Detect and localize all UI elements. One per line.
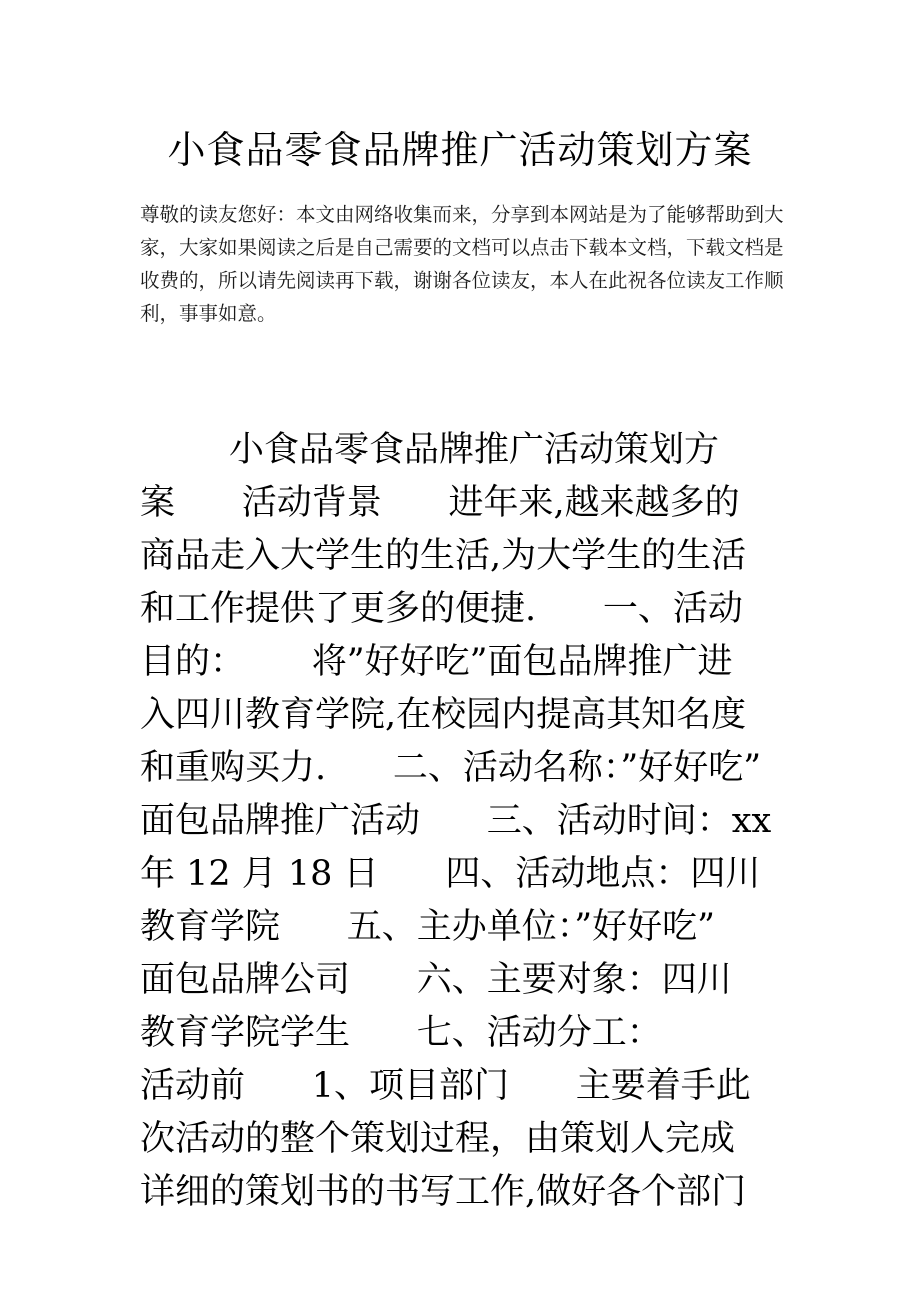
body-line: 面包品牌公司 六、主要对象：四川 (140, 960, 732, 1000)
body-line: 活动前 1、项目部门 主要着手此 (140, 1066, 751, 1106)
body-line: 教育学院学生 七、活动分工： (140, 1013, 662, 1053)
body-line: 商品走入大学生的生活,为大学生的生活 (140, 536, 747, 576)
body-line: 和工作提供了更多的便捷. 一、活动 (140, 589, 743, 629)
notice-line: 收费的，所以请先阅读再下载，谢谢各位读友，本人在此祝各位读友工作顺 (140, 269, 784, 292)
body-line: 案 活动背景 进年来,越来越多的 (140, 483, 740, 523)
document-body (140, 424, 800, 1219)
document-title: 小食品零食品牌推广活动策划方案 (167, 128, 753, 172)
notice-line: 家，大家如果阅读之后是自己需要的文档可以点击下载本文档，下载文档是 (140, 236, 784, 259)
body-line: 入四川教育学院,在校园内提高其知名度 (140, 695, 747, 735)
body-line: 次活动的整个策划过程，由策划人完成 (140, 1119, 736, 1159)
body-line: 详细的策划书的书写工作,做好各个部门 (140, 1172, 747, 1212)
body-line: 小食品零食品牌推广活动策划方 (140, 430, 720, 470)
body-line: 教育学院 五、主办单位：”好好吃” (140, 907, 716, 947)
body-line: 年 12 月 18 日 四、活动地点：四川 (140, 854, 761, 894)
notice-line: 尊敬的读友您好：本文由网络收集而来，分享到本网站是为了能够帮助到大 (140, 203, 784, 226)
body-line: 目的： 将”好好吃”面包品牌推广进 (140, 642, 733, 682)
notice-line: 利，事事如意。 (140, 302, 277, 325)
reader-notice (140, 198, 790, 330)
body-line: 面包品牌推广活动 三、活动时间：xx (140, 801, 772, 841)
body-line: 和重购买力. 二、活动名称：”好好吃” (140, 748, 762, 788)
